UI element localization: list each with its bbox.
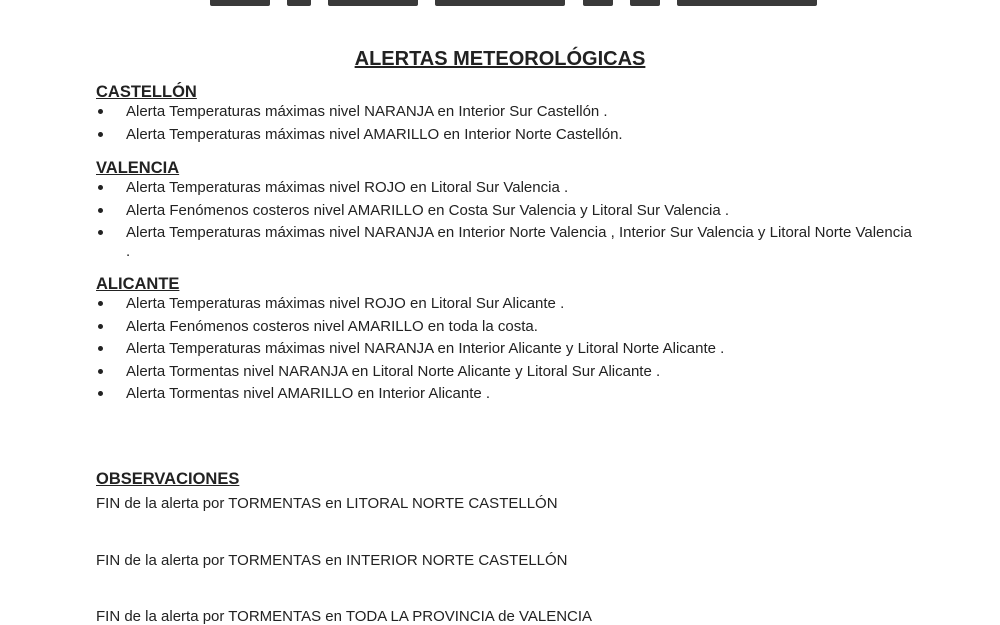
list-item: [96, 178, 916, 197]
list-item: [96, 223, 916, 261]
alert-text: Alerta Temperaturas máximas nivel NARANJA en Interior Norte Valencia , Interior Sur Valencia y Litoral Norte Valencia .: [126, 224, 912, 260]
alert-text: Alerta Tormentas nivel NARANJA en Litoral Norte Alicante y Litoral Sur Alicante .: [126, 362, 661, 380]
bullet-icon: [98, 301, 103, 306]
header-ghost-word: [583, 0, 613, 6]
list-item: [96, 102, 916, 121]
bullet-icon: [98, 369, 103, 374]
list-item: [96, 294, 916, 313]
alert-text: Alerta Fenómenos costeros nivel AMARILLO en toda la costa.: [126, 317, 538, 335]
province-heading: CASTELLÓN: [96, 83, 197, 101]
bullet-icon: [98, 109, 103, 114]
alert-text: Alerta Temperaturas máximas nivel ROJO en Litoral Sur Alicante .: [126, 295, 565, 312]
observations-heading: OBSERVACIONES: [96, 470, 240, 488]
header-ghost-word: [210, 0, 270, 6]
observation-line: FIN de la alerta por TORMENTAS en LITORAL NORTE CASTELLÓN: [96, 495, 558, 512]
alert-text: Alerta Temperaturas máximas nivel NARANJA en Interior Sur Castellón .: [126, 103, 608, 120]
bullet-icon: [98, 132, 103, 137]
province-section-castellon: [96, 82, 916, 147]
alert-list: [96, 178, 916, 261]
alert-list: [96, 102, 916, 144]
province-section-alicante: [96, 274, 916, 407]
header-ghost-word: [328, 0, 418, 6]
list-item: [96, 362, 916, 381]
list-item: [96, 201, 916, 220]
alert-text: Alerta Temperaturas máximas nivel NARANJA en Interior Alicante y Litoral Norte Alicante .: [126, 340, 725, 357]
bullet-icon: [98, 324, 103, 329]
alert-text: Alerta Fenómenos costeros nivel AMARILLO en Costa Sur Valencia y Litoral Sur Valencia .: [126, 201, 730, 219]
bullet-icon: [98, 208, 103, 213]
page-title: ALERTAS METEOROLÓGICAS: [354, 48, 646, 70]
header-ghost-word: [435, 0, 565, 6]
alert-list: [96, 294, 916, 403]
province-section-valencia: [96, 158, 916, 265]
list-item: [96, 317, 916, 336]
alert-text: Alerta Temperaturas máximas nivel AMARILLO en Interior Norte Castellón.: [126, 125, 623, 143]
list-item: [96, 339, 916, 358]
province-heading: ALICANTE: [96, 275, 180, 293]
bullet-icon: [98, 391, 103, 396]
list-item: [96, 384, 916, 403]
header-ghost-word: [677, 0, 817, 6]
cut-off-header: [210, 0, 850, 6]
observation-line: FIN de la alerta por TORMENTAS en INTERIOR NORTE CASTELLÓN: [96, 552, 568, 569]
bullet-icon: [98, 346, 103, 351]
header-ghost-word: [630, 0, 660, 6]
header-ghost-word: [287, 0, 311, 6]
list-item: [96, 125, 916, 144]
observation-line: FIN de la alerta por TORMENTAS en TODA LA PROVINCIA de VALENCIA: [96, 608, 593, 625]
alert-text: Alerta Tormentas nivel AMARILLO en Interior Alicante .: [126, 385, 491, 402]
bullet-icon: [98, 185, 103, 190]
alert-text: Alerta Temperaturas máximas nivel ROJO en Litoral Sur Valencia .: [126, 179, 569, 196]
province-heading: VALENCIA: [96, 159, 180, 177]
bullet-icon: [98, 230, 103, 235]
